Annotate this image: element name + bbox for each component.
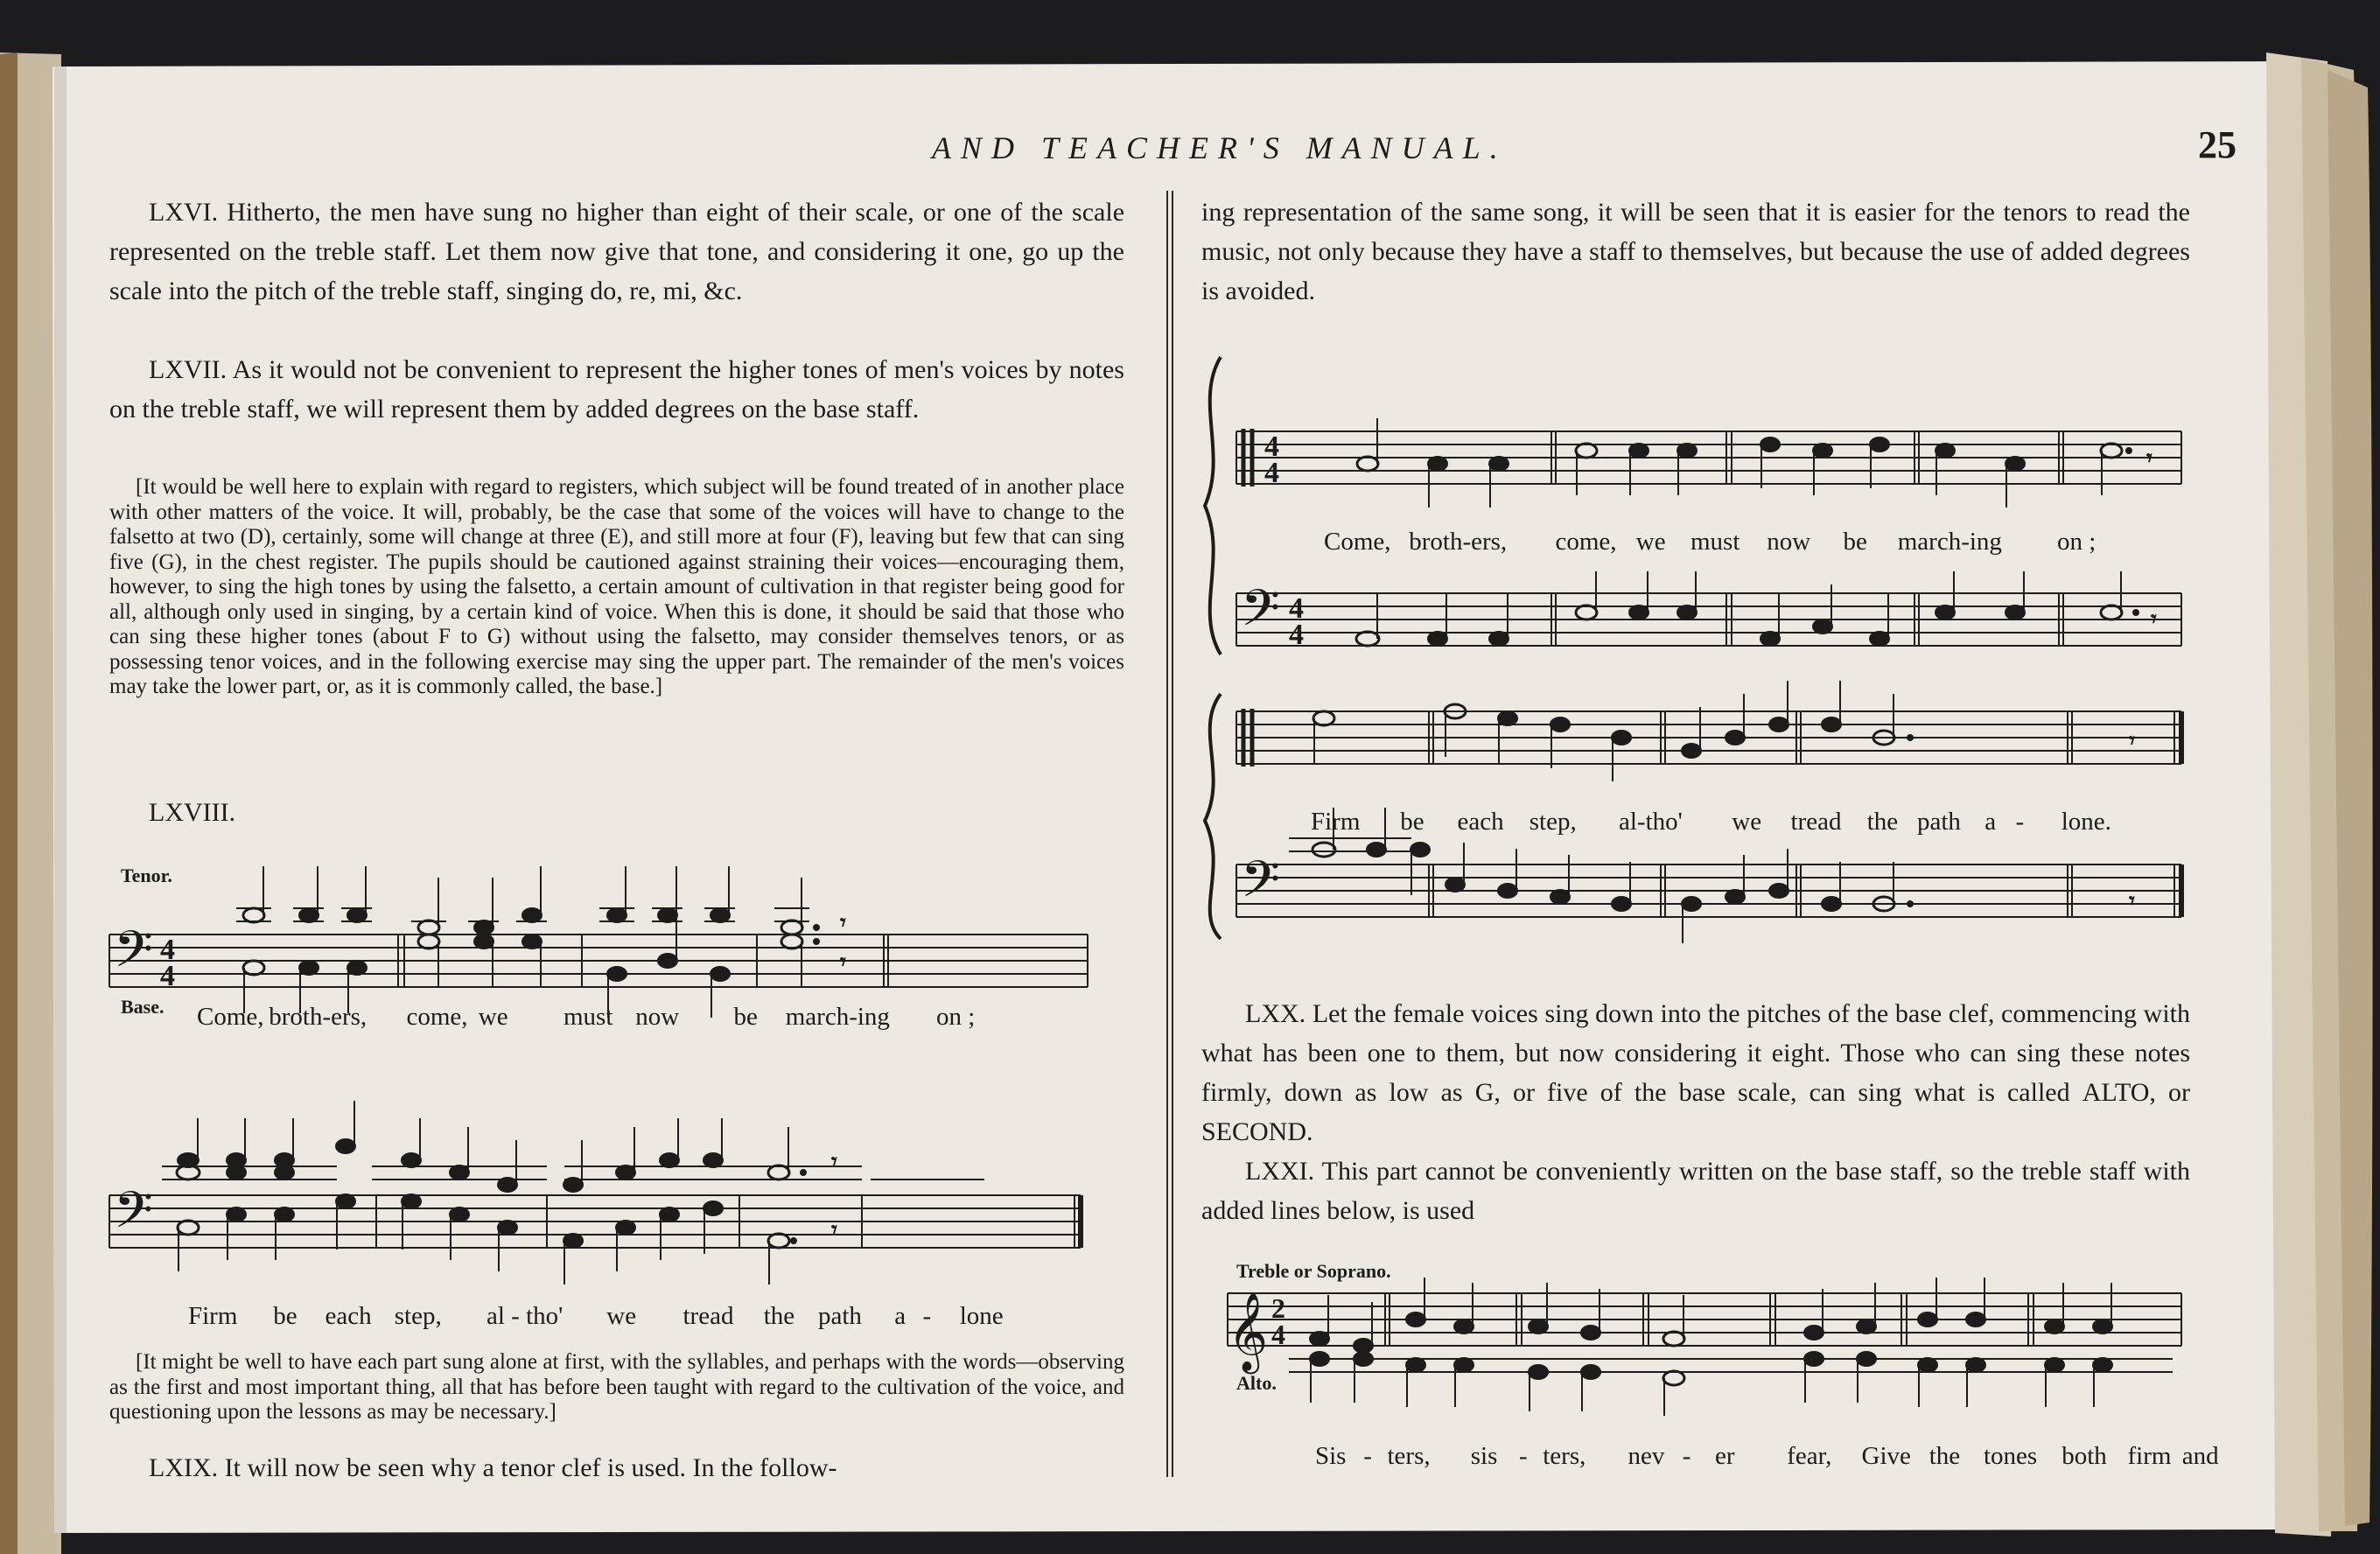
lyric-word: we xyxy=(606,1302,637,1330)
lyric-word: the xyxy=(1866,808,1899,836)
example-2-system-1 xyxy=(1201,348,2216,681)
section-number: LXVI. xyxy=(149,198,219,227)
treble-label: Treble or Soprano. xyxy=(1236,1260,1391,1282)
lyric-word: we xyxy=(1732,808,1762,836)
lyric-word: step, xyxy=(1529,808,1577,836)
lyric-word: come, xyxy=(1555,528,1617,556)
lyric-word: a xyxy=(894,1302,906,1330)
lyric-word: Come, xyxy=(1324,528,1391,556)
lyric-word: must xyxy=(1690,528,1740,556)
lyric-word: each xyxy=(325,1302,372,1330)
lyric-word: now xyxy=(1767,528,1811,556)
lyric-word: lone. xyxy=(2061,808,2111,836)
second-term: SECOND xyxy=(1201,1117,1307,1146)
lyric-word: Firm xyxy=(1311,808,1361,836)
lyric-word: be xyxy=(1843,528,1867,556)
example-1-lyrics-1 xyxy=(197,1003,975,1032)
paragraph-text: Let the female voices sing down into the pitches of the base clef, commencing with what has been one to them, but now considering it eight. Those who can sing these notes firmly, down as low as G, or five of the base scale, can sing what is called xyxy=(1201,999,2190,1107)
lyric-word: sis xyxy=(1470,1442,1498,1470)
lyric-word: - xyxy=(1363,1442,1372,1470)
lyric-word: march-ing xyxy=(1897,528,2002,556)
lyric-word: fear, xyxy=(1787,1442,1832,1470)
lyric-word: must xyxy=(564,1003,613,1031)
note-practice: [It might be well to have each part sung alone at first, with the syllables, and perhaps with the words—observing as the first and most important thing, all that has before been taught with regard to the cultivation of the voice, and questioning upon the lessons as may be necessary.] xyxy=(109,1350,1124,1424)
svg-text:4: 4 xyxy=(1289,619,1304,651)
lyric-word: nev xyxy=(1628,1442,1665,1470)
svg-text:𝄾: 𝄾 xyxy=(840,910,846,935)
lyric-word: lone xyxy=(959,1302,1004,1330)
paragraph-lxvi xyxy=(109,192,1124,311)
svg-text:4: 4 xyxy=(1289,592,1304,625)
example-1-staff-2 xyxy=(109,1066,1124,1293)
alto-label: Alto. xyxy=(1236,1372,1277,1394)
lyric-word: now xyxy=(635,1003,680,1031)
paragraph-text: This part cannot be conveniently written on the base staff, so the treble staff with added lines below, is used xyxy=(1201,1157,2190,1225)
lyric-word: Firm xyxy=(188,1302,238,1330)
lyric-word: - xyxy=(1519,1442,1528,1470)
lyric-word: path xyxy=(818,1302,862,1330)
example-2-lyrics-2 xyxy=(1311,808,2111,836)
lyric-word: - xyxy=(1682,1442,1691,1470)
section-number: LXXI. xyxy=(1245,1157,1315,1186)
svg-text:𝄾: 𝄾 xyxy=(2151,606,2157,632)
svg-text:4: 4 xyxy=(1271,1319,1285,1350)
paragraph-continued: ing representation of the same song, it will be seen that it is easier for the tenors to read the music, not only because they have a staff to themselves, but because the use of added degrees is avoided. xyxy=(1201,198,2190,305)
paragraph-lxix xyxy=(109,1448,1124,1488)
lyric-word: and xyxy=(2181,1442,2219,1470)
svg-text:𝄾: 𝄾 xyxy=(831,1217,837,1242)
example-3-lyrics xyxy=(1315,1442,2219,1471)
lyric-word: ters, xyxy=(1543,1442,1586,1470)
svg-text:4: 4 xyxy=(1264,430,1279,463)
section-number: LXIX. xyxy=(149,1453,219,1482)
svg-text:4: 4 xyxy=(160,934,175,966)
page-number: 25 xyxy=(2198,123,2236,166)
section-number: LXVII. xyxy=(149,355,228,384)
tenor-label: Tenor. xyxy=(121,864,172,886)
lyric-word: tread xyxy=(1790,808,1842,836)
lyric-word: on ; xyxy=(936,1003,976,1031)
svg-text:𝄾: 𝄾 xyxy=(2146,445,2152,471)
svg-text:𝄢: 𝄢 xyxy=(114,1180,154,1252)
svg-text:𝄢: 𝄢 xyxy=(1241,578,1281,650)
svg-text:𝄞: 𝄞 xyxy=(1228,1292,1269,1371)
svg-text:𝄢: 𝄢 xyxy=(114,920,154,991)
lyric-word: the xyxy=(763,1302,795,1330)
svg-text:2: 2 xyxy=(1271,1292,1285,1324)
lyric-word: ters, xyxy=(1387,1442,1431,1470)
lyric-word: al - tho' xyxy=(486,1302,564,1330)
base-label: Base. xyxy=(121,996,164,1018)
lyric-word: broth-ers, xyxy=(1409,528,1508,556)
paragraph-text: . xyxy=(1306,1117,1313,1146)
paragraph-text: , or xyxy=(2149,1078,2190,1107)
lyric-word: er xyxy=(1715,1442,1735,1470)
book-page xyxy=(61,77,2301,1530)
example-3-staff xyxy=(1201,1276,2216,1424)
paragraph-text: It will now be seen why a tenor clef is used. In the follow- xyxy=(224,1453,837,1482)
example-2-system-2 xyxy=(1201,641,2216,939)
lyric-word: both xyxy=(2062,1442,2107,1470)
lyric-word: tread xyxy=(682,1302,734,1330)
column-divider xyxy=(1166,191,1176,1477)
lyric-word: Give xyxy=(1861,1442,1911,1470)
alto-term: ALTO xyxy=(2082,1078,2150,1107)
paragraph-lxx xyxy=(1201,994,2190,1152)
lyric-word: - xyxy=(922,1302,932,1330)
svg-text:4: 4 xyxy=(1264,457,1279,489)
paragraph-lxxi xyxy=(1201,1152,2190,1230)
lyric-word: path xyxy=(1917,808,1961,836)
paragraph-lxvii xyxy=(109,350,1124,429)
lyric-word: we xyxy=(478,1003,508,1031)
lyric-word: come, xyxy=(406,1003,468,1031)
svg-text:𝄾: 𝄾 xyxy=(2129,728,2135,753)
svg-text:4: 4 xyxy=(160,960,175,992)
lyric-word: each xyxy=(1457,808,1504,836)
svg-text:𝄾: 𝄾 xyxy=(831,1149,837,1174)
lyric-word: al-tho' xyxy=(1619,808,1683,836)
note-registers: [It would be well here to explain with regard to registers, which subject will be found treated of in another place with other matters of the voice. It will, probably, be the case that some of the voices will have to change to the falsetto at two (D), certainly, some will change at three (E), and still more at four (F), leaving but few that can sing five (G), in the chest register. The pupils should be cautioned against straining their voices—encouraging them, however, to sing the high tones by using the falsetto, a certain amount of cultivation in that register being good for all, although only used in singing, by a certain kind of voice. When this is done, it should be said that those who can sing these higher tones (about F to G) without using the falsetto, may consider themselves tenors, or as possessing tenor voices, and in the following exercise may sing the upper part. The remainder of the men's voices may take the lower part, or, as it is commonly called, the base.] xyxy=(109,475,1124,698)
lyric-word: broth-ers, xyxy=(269,1003,368,1031)
svg-text:𝄢: 𝄢 xyxy=(1241,850,1281,921)
lyric-word: Come, xyxy=(197,1003,264,1031)
lyric-word: firm xyxy=(2127,1442,2172,1470)
lyric-word: be xyxy=(733,1003,758,1031)
running-title: AND TEACHER'S MANUAL. xyxy=(932,130,1508,165)
lyric-word: tones xyxy=(1984,1442,2038,1470)
lyric-word: we xyxy=(1635,528,1666,556)
lyric-word: on ; xyxy=(2057,528,2096,556)
section-number: LXX. xyxy=(1245,999,1306,1028)
lyric-word: march-ing xyxy=(785,1003,890,1031)
paragraph-text: Hitherto, the men have sung no higher than eight of their scale, or one of the scale represented on the treble staff. Let them now give that tone, and considering it one, go up the scale into the pitch of the treble staff, singing do, re, mi, &c. xyxy=(109,198,1125,305)
example-1-lyrics-2 xyxy=(188,1302,1004,1331)
lyric-word: step, xyxy=(394,1302,442,1330)
lyric-word: be xyxy=(1400,808,1424,836)
example-2-lyrics-1 xyxy=(1324,528,2096,556)
lyric-word: be xyxy=(273,1302,298,1330)
svg-text:𝄾: 𝄾 xyxy=(840,949,846,975)
svg-text:𝄾: 𝄾 xyxy=(2129,888,2135,914)
lyric-word: Sis xyxy=(1315,1442,1347,1470)
section-lxviii: LXVIII. xyxy=(149,798,236,827)
lyric-word: the xyxy=(1928,1442,1961,1470)
lyric-word: a xyxy=(1984,808,1997,836)
paragraph-text: As it would not be convenient to represent the higher tones of men's voices by notes on the treble staff, we will represent them by added degrees on the base staff. xyxy=(109,355,1124,424)
lyric-word: - xyxy=(2015,808,2025,836)
